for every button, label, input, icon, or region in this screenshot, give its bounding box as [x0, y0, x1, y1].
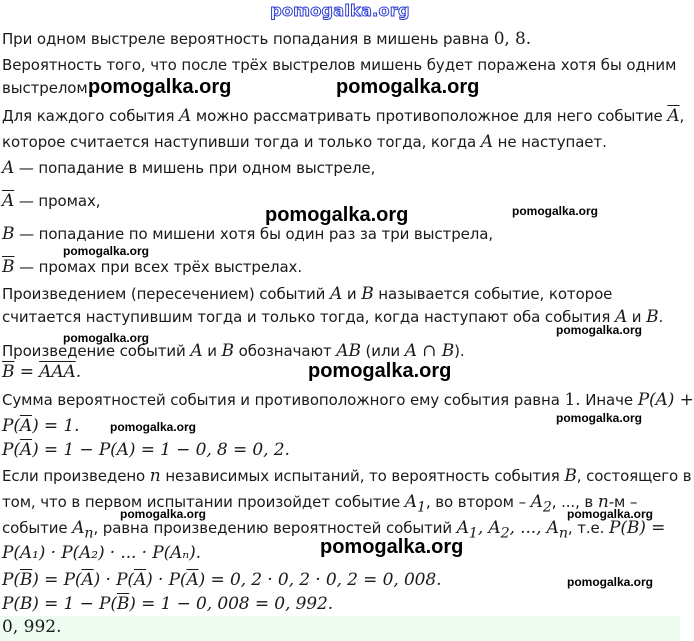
watermark: pomogalka.org: [63, 331, 150, 345]
line-independent: Если произведено n независимых испытаний, то вероятность события B, состоящего в: [2, 466, 692, 486]
answer-box: [0, 616, 680, 641]
watermark: pomogalka.org: [308, 360, 452, 382]
line-sum-rule-formula: $P(\overline{A}) = 1$.: [2, 416, 80, 436]
watermark: pomogalka.org: [512, 204, 599, 218]
line-product-formula: P(A₁) · P(A₂) · ... · P(Aₙ).: [2, 543, 201, 563]
line-b-bar-formula: $\overline{B} = \overline{AAA}$.: [2, 362, 82, 382]
line-event-not-a: $\overline{A}$ — промах,: [2, 191, 101, 211]
line-question: Вероятность того, что после трёх выстрелов мишень будет поражена хотя бы одним: [2, 56, 677, 74]
line-sum-rule: Сумма вероятностей события и противоположного ему события равна 1. Иначе P(A) +: [2, 390, 694, 410]
watermark: pomogalka.org: [320, 536, 464, 558]
watermark: pomogalka.org: [556, 411, 643, 425]
watermark: pomogalka.org: [567, 575, 654, 589]
line-product-definition-2: считается наступившим тогда и только тогда, когда наступают оба события A и B.: [2, 307, 664, 327]
watermark: pomogalka.org: [265, 204, 409, 226]
line-event-not-b: $\overline{B}$ — промах при всех трёх выстрелах.: [2, 257, 302, 277]
line-product-definition: Произведением (пересечением) событий A и B называется событие, которое: [2, 284, 613, 304]
watermark: pomogalka.org: [120, 507, 207, 521]
answer-value: 0, 992.: [2, 617, 62, 637]
line-result: $P(B) = 1 - P(\overline{B}) = 1 - 0$, 008 = 0, 992.: [2, 594, 334, 614]
line-opposite-definition: которое считается наступивши тогда и только тогда, когда A не наступает.: [2, 132, 607, 152]
watermark: pomogalka.org: [556, 323, 643, 337]
watermark: pomogalka.org: [110, 420, 197, 434]
line-question-end: выстрелом.: [2, 79, 93, 97]
watermark: pomogalka.org: [88, 76, 232, 98]
top-watermark: pomogalka.org: [270, 1, 410, 20]
line-event-a: A — попадание в мишень при одном выстреле,: [2, 158, 376, 178]
line-event-b: B — попадание по мишени хотя бы один раз за три выстрела,: [2, 224, 493, 244]
line-independent-3: событие $A_n$, равна произведению вероятностей событий $A_1$, $A_2$, ..., $A_n$, т.е. P(B) =: [2, 518, 666, 542]
watermark: pomogalka.org: [567, 507, 654, 521]
line-product-notation: Произведение событий A и B обозначают AB (или A ∩ B).: [2, 341, 465, 361]
line-opposite-event: Для каждого события A можно рассматривать противоположное для него событие $\overline{A}$,: [2, 106, 685, 126]
line-all-miss: $P(\overline{B}) = P(\overline{A}) \cdot P(\overline{A}) \cdot P(\overline{A}) = 0$, 2 · 0, 2 · 0, 2 = 0, 008.: [2, 570, 442, 590]
line-probability-given: При одном выстреле вероятность попадания в мишень равна 0, 8.: [2, 29, 532, 49]
line-independent-2: том, что в первом испытании произойдет событие $A_1$, во втором – $A_2$, ..., в n-м –: [2, 492, 638, 516]
watermark: pomogalka.org: [336, 76, 480, 98]
line-miss-probability: $P(\overline{A}) = 1 - P(A) = 1 - 0$, 8 = 0, 2.: [2, 440, 290, 460]
watermark: pomogalka.org: [63, 244, 150, 258]
